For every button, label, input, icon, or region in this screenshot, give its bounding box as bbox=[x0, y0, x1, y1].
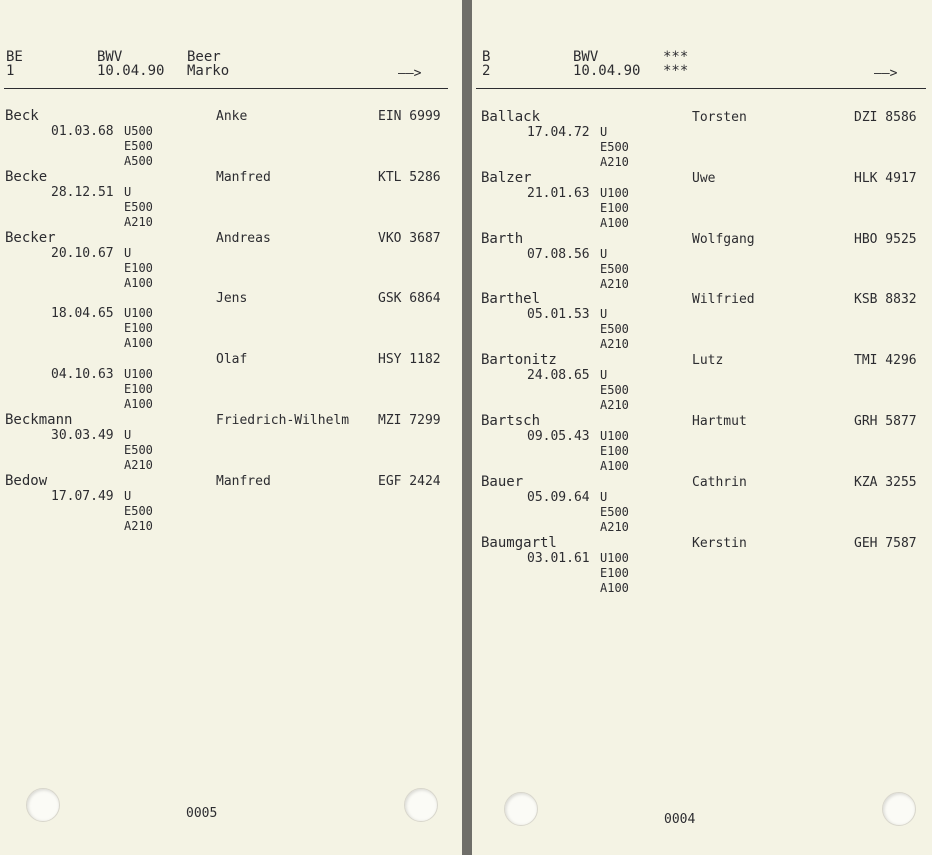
header-code: B bbox=[482, 49, 491, 65]
entry-code: E500 bbox=[124, 443, 153, 457]
entry-code: A210 bbox=[124, 214, 153, 229]
list-item bbox=[0, 413, 462, 475]
entry-surname: Ballack bbox=[481, 109, 541, 125]
entry-surname: Barthel bbox=[481, 291, 541, 308]
entry-firstname: Jens bbox=[216, 291, 248, 307]
list-item bbox=[472, 475, 932, 537]
entry-reference: VKO 3687 bbox=[378, 230, 441, 246]
entry-code: U bbox=[600, 368, 608, 383]
list-item bbox=[472, 110, 932, 172]
entry-firstname: Hartmut bbox=[692, 414, 747, 429]
entry-code: E100 bbox=[124, 382, 153, 397]
entry-code: A210 bbox=[600, 398, 629, 413]
entry-code: E500 bbox=[600, 140, 629, 154]
entry-firstname: Friedrich-Wilhelm bbox=[216, 413, 350, 428]
entry-code: U bbox=[124, 428, 132, 442]
entry-reference: GEH 7587 bbox=[854, 535, 917, 551]
punch-hole bbox=[882, 792, 916, 826]
punch-hole bbox=[404, 788, 438, 822]
entry-code: U100 bbox=[124, 306, 153, 321]
entry-code: E500 bbox=[124, 139, 153, 153]
entry-firstname: Kerstin bbox=[692, 535, 747, 551]
arrow-icon: ——> bbox=[874, 66, 898, 81]
entry-reference: DZI 8586 bbox=[854, 110, 917, 125]
entry-birthdate: 03.01.61 bbox=[527, 550, 590, 566]
entry-code: U100 bbox=[600, 550, 629, 565]
entry-reference: MZI 7299 bbox=[378, 413, 441, 428]
list-item bbox=[0, 474, 462, 536]
header-firstname: *** bbox=[663, 63, 689, 79]
list-item bbox=[472, 414, 932, 476]
right-card bbox=[472, 0, 932, 855]
entry-code: A210 bbox=[124, 458, 153, 472]
entry-firstname: Anke bbox=[216, 109, 248, 124]
entry-birthdate: 20.10.67 bbox=[51, 245, 114, 261]
entry-code: A500 bbox=[124, 154, 153, 168]
entry-birthdate: 28.12.51 bbox=[51, 184, 114, 200]
entry-reference: GSK 6864 bbox=[378, 291, 441, 307]
header-code: BE bbox=[6, 49, 23, 65]
entry-surname: Barth bbox=[481, 230, 524, 247]
header-surname: Beer bbox=[187, 49, 221, 65]
header-divider bbox=[4, 88, 448, 89]
entry-code: E100 bbox=[600, 565, 629, 580]
header-surname: *** bbox=[663, 49, 689, 65]
entry-reference: EGF 2424 bbox=[378, 473, 441, 489]
entry-code: U bbox=[124, 184, 132, 199]
entry-firstname: Lutz bbox=[692, 353, 724, 369]
entry-surname: Becke bbox=[5, 168, 48, 185]
entry-code: U bbox=[600, 307, 608, 322]
entry-code: U bbox=[600, 246, 608, 261]
entry-surname: Bauer bbox=[481, 473, 524, 490]
header-date: 10.04.90 bbox=[573, 63, 641, 79]
punch-hole bbox=[26, 788, 60, 822]
entry-reference: HBO 9525 bbox=[854, 231, 917, 247]
entry-code: A100 bbox=[600, 459, 629, 473]
entry-reference: HLK 4917 bbox=[854, 170, 917, 186]
entry-surname: Baumgartl bbox=[481, 534, 557, 551]
entry-code: U100 bbox=[600, 429, 629, 443]
list-item bbox=[472, 232, 932, 294]
entry-firstname: Manfred bbox=[216, 169, 271, 185]
entry-code: U bbox=[600, 125, 608, 139]
entry-reference: KTL 5286 bbox=[378, 169, 441, 185]
entry-code: A210 bbox=[600, 519, 629, 534]
entry-code: U bbox=[124, 488, 132, 503]
list-item bbox=[472, 353, 932, 415]
entry-birthdate: 21.01.63 bbox=[527, 185, 590, 201]
entry-firstname: Cathrin bbox=[692, 474, 747, 490]
entry-birthdate: 30.03.49 bbox=[51, 428, 114, 443]
list-item bbox=[0, 109, 462, 171]
entry-firstname: Wolfgang bbox=[692, 231, 755, 247]
entry-birthdate: 18.04.65 bbox=[51, 306, 114, 322]
entry-birthdate: 05.09.64 bbox=[527, 489, 590, 505]
entry-code: A100 bbox=[124, 397, 153, 412]
entry-code: A210 bbox=[600, 276, 629, 291]
entry-firstname: Manfred bbox=[216, 473, 271, 489]
entry-firstname: Andreas bbox=[216, 230, 271, 246]
entry-code: E500 bbox=[124, 503, 153, 518]
page-number: 0004 bbox=[664, 812, 696, 827]
page-number: 0005 bbox=[186, 806, 218, 821]
entry-code: A100 bbox=[600, 215, 629, 230]
arrow-icon: ——> bbox=[398, 66, 422, 81]
entry-birthdate: 17.07.49 bbox=[51, 488, 114, 504]
entry-firstname: Uwe bbox=[692, 170, 716, 186]
entry-birthdate: 04.10.63 bbox=[51, 367, 114, 383]
entry-code: E100 bbox=[600, 444, 629, 458]
entry-code: E100 bbox=[124, 321, 153, 336]
list-item bbox=[0, 170, 462, 232]
entry-code: A210 bbox=[124, 518, 153, 533]
entry-code: U bbox=[600, 489, 608, 504]
entry-birthdate: 09.05.43 bbox=[527, 429, 590, 444]
entry-code: U bbox=[124, 245, 132, 260]
header-card-number: 1 bbox=[6, 63, 15, 79]
entry-surname: Becker bbox=[5, 229, 56, 246]
entry-surname: Beckmann bbox=[5, 412, 73, 428]
entry-code: E100 bbox=[600, 200, 629, 215]
entry-firstname: Torsten bbox=[692, 110, 747, 125]
left-card bbox=[0, 0, 462, 855]
entry-reference: GRH 5877 bbox=[854, 414, 917, 429]
entry-code: U100 bbox=[124, 367, 153, 382]
entry-surname: Beck bbox=[5, 108, 39, 124]
entry-code: E100 bbox=[124, 260, 153, 275]
header-date: 10.04.90 bbox=[97, 63, 165, 79]
entry-surname: Bedow bbox=[5, 472, 48, 489]
entry-surname: Bartonitz bbox=[481, 352, 557, 369]
header-org: BWV bbox=[97, 49, 123, 65]
entry-firstname: Wilfried bbox=[692, 292, 755, 308]
header-firstname: Marko bbox=[187, 63, 230, 79]
entry-firstname: Olaf bbox=[216, 352, 248, 368]
entry-reference: KZA 3255 bbox=[854, 474, 917, 490]
entry-reference: EIN 6999 bbox=[378, 109, 441, 124]
header-divider bbox=[476, 88, 926, 89]
entry-reference: KSB 8832 bbox=[854, 292, 917, 308]
header-org: BWV bbox=[573, 49, 599, 65]
entry-code: U500 bbox=[124, 124, 153, 138]
list-item bbox=[472, 292, 932, 354]
entry-code: A210 bbox=[600, 155, 629, 169]
entry-reference: TMI 4296 bbox=[854, 353, 917, 369]
list-item bbox=[0, 352, 462, 414]
entry-birthdate: 05.01.53 bbox=[527, 307, 590, 323]
entry-code: A100 bbox=[600, 580, 629, 595]
entry-code: E500 bbox=[124, 199, 153, 214]
list-item bbox=[0, 231, 462, 293]
header-card-number: 2 bbox=[482, 63, 491, 79]
list-item bbox=[0, 291, 462, 353]
entry-code: A100 bbox=[124, 336, 153, 351]
list-item bbox=[472, 536, 932, 598]
entry-code: E500 bbox=[600, 261, 629, 276]
entry-code: A100 bbox=[124, 275, 153, 290]
entry-surname: Balzer bbox=[481, 169, 532, 186]
entry-birthdate: 24.08.65 bbox=[527, 368, 590, 384]
entry-surname: Bartsch bbox=[481, 413, 541, 429]
entry-birthdate: 01.03.68 bbox=[51, 124, 114, 139]
entry-birthdate: 07.08.56 bbox=[527, 246, 590, 262]
entry-code: A210 bbox=[600, 337, 629, 352]
entry-code: E500 bbox=[600, 322, 629, 337]
entry-code: U100 bbox=[600, 185, 629, 200]
entry-code: E500 bbox=[600, 504, 629, 519]
punch-hole bbox=[504, 792, 538, 826]
entry-code: E500 bbox=[600, 383, 629, 398]
entry-reference: HSY 1182 bbox=[378, 352, 441, 368]
entry-birthdate: 17.04.72 bbox=[527, 125, 590, 140]
list-item bbox=[472, 171, 932, 233]
